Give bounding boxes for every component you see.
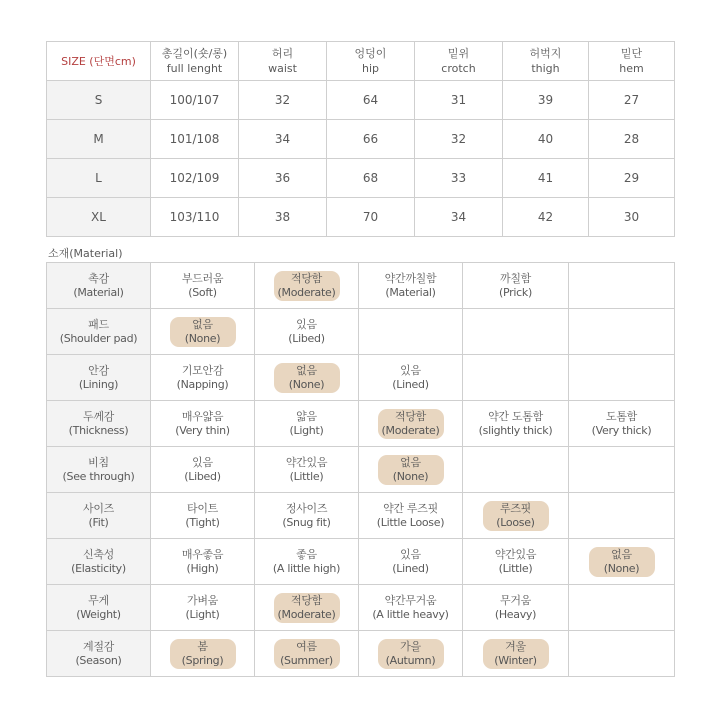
header-label-en: waist <box>268 62 297 75</box>
attribute-label-cell <box>47 355 151 401</box>
option <box>463 410 568 438</box>
option-label-ko: 적당함 <box>395 409 426 423</box>
attribute-label-ko: 사이즈 <box>83 501 114 515</box>
selected-option-badge <box>274 593 340 623</box>
option-cell <box>463 263 569 309</box>
option-cell <box>255 401 359 447</box>
option <box>151 502 254 530</box>
option-label-ko: 가을 <box>400 639 421 653</box>
attribute-label-ko: 패드 <box>88 317 109 331</box>
option-label-en: (None) <box>288 377 325 391</box>
option-label-en: (Moderate) <box>277 285 336 299</box>
option-cell <box>359 355 463 401</box>
option-label-ko: 부드러움 <box>181 271 224 285</box>
option-label-en: (Soft) <box>188 285 217 299</box>
header-label-ko: 밑단 <box>620 47 643 60</box>
option-label-ko: 적당함 <box>291 593 322 607</box>
option-cell <box>255 263 359 309</box>
option-cell <box>255 631 359 677</box>
option-label-ko: 있음 <box>400 363 421 377</box>
option-label-ko: 있음 <box>400 547 421 561</box>
option <box>359 272 462 300</box>
option-label-en: (Tight) <box>185 515 220 529</box>
size-label-cell: M <box>47 120 151 159</box>
option <box>255 410 358 438</box>
option-label-ko: 약간 루즈핏 <box>383 501 438 515</box>
option-label-en: (Lined) <box>392 561 429 575</box>
header-label-ko: 엉덩이 <box>354 47 387 60</box>
material-row <box>47 355 675 401</box>
attribute-label-cell <box>47 447 151 493</box>
option-cell <box>569 585 675 631</box>
header-label-ko: 허벅지 <box>529 47 562 60</box>
attribute-label-cell <box>47 585 151 631</box>
option <box>151 272 254 300</box>
option-cell <box>569 447 675 493</box>
selected-option-badge <box>170 639 236 669</box>
header-label-en: crotch <box>441 62 476 75</box>
selected-option-badge <box>170 317 236 347</box>
option-label-en: (Heavy) <box>494 607 537 621</box>
option-label-en: (Material) <box>385 285 436 299</box>
size-value-cell: 38 <box>239 198 327 237</box>
selected-option-badge <box>378 639 444 669</box>
option-label-ko: 없음 <box>296 363 317 377</box>
attribute-label-en: (Elasticity) <box>71 561 126 575</box>
attribute-label-en: (Lining) <box>78 377 119 391</box>
material-row <box>47 585 675 631</box>
attribute-label-en: (Thickness) <box>68 423 129 437</box>
option-label-ko: 매우좋음 <box>181 547 224 561</box>
attribute-label-ko: 계절감 <box>83 639 114 653</box>
option <box>151 456 254 484</box>
size-header-cell <box>239 42 327 81</box>
option <box>151 548 254 576</box>
option-label-en: (Napping) <box>176 377 229 391</box>
option-label-ko: 봄 <box>197 639 208 653</box>
size-row <box>47 120 675 159</box>
size-header-cell <box>151 42 239 81</box>
selected-option-badge <box>274 363 340 393</box>
option-label-en: (None) <box>392 469 429 483</box>
material-row <box>47 309 675 355</box>
option <box>463 272 568 300</box>
option-label-en: (Very thick) <box>591 423 652 437</box>
option <box>151 594 254 622</box>
option <box>569 410 674 438</box>
option-cell <box>359 263 463 309</box>
option-label-ko: 있음 <box>296 317 317 331</box>
size-value-cell: 31 <box>415 81 503 120</box>
option-cell <box>569 401 675 447</box>
option-label-ko: 적당함 <box>291 271 322 285</box>
option-label-en: (Moderate) <box>277 607 336 621</box>
option-label-en: (Summer) <box>280 653 333 667</box>
size-table <box>46 41 675 237</box>
size-header-cell <box>327 42 415 81</box>
option-cell <box>359 493 463 539</box>
size-value-cell: 36 <box>239 159 327 198</box>
header-label-ko: 밑위 <box>447 47 470 60</box>
attribute-label-cell <box>47 631 151 677</box>
material-row <box>47 539 675 585</box>
option-label-en: (slightly thick) <box>478 423 553 437</box>
size-value-cell: 34 <box>415 198 503 237</box>
option-cell <box>463 631 569 677</box>
header-label-ko: SIZE (단면cm) <box>61 54 136 68</box>
size-header-cell <box>503 42 589 81</box>
option-label-en: (Little) <box>289 469 324 483</box>
option-cell <box>359 447 463 493</box>
option <box>359 548 462 576</box>
size-label-cell: XL <box>47 198 151 237</box>
option-label-en: (Snug fit) <box>282 515 331 529</box>
option-label-ko: 무거움 <box>500 593 531 607</box>
option-cell <box>151 631 255 677</box>
option-label-ko: 약간무거움 <box>384 593 437 607</box>
option-cell <box>569 309 675 355</box>
option-label-ko: 기모안감 <box>181 363 224 377</box>
option-label-en: (Moderate) <box>381 423 440 437</box>
size-value-cell: 102/109 <box>151 159 239 198</box>
header-label-en: full lenght <box>166 62 223 75</box>
size-value-cell: 27 <box>589 81 675 120</box>
option-label-en: (High) <box>186 561 219 575</box>
size-label-cell: L <box>47 159 151 198</box>
option-label-ko: 약간 도톰함 <box>488 409 543 423</box>
option-cell <box>255 355 359 401</box>
attribute-label-cell <box>47 401 151 447</box>
material-row <box>47 493 675 539</box>
size-value-cell: 28 <box>589 120 675 159</box>
material-table <box>46 262 675 677</box>
attribute-label-cell <box>47 493 151 539</box>
option <box>151 364 254 392</box>
option-label-ko: 여름 <box>296 639 317 653</box>
option-cell <box>463 585 569 631</box>
size-value-cell: 42 <box>503 198 589 237</box>
option-cell <box>151 585 255 631</box>
option-cell <box>569 493 675 539</box>
option-label-en: (Spring) <box>181 653 224 667</box>
option-label-ko: 없음 <box>611 547 632 561</box>
option-label-en: (Winter) <box>494 653 537 667</box>
size-label-cell: S <box>47 81 151 120</box>
size-value-cell: 33 <box>415 159 503 198</box>
option-label-en: (Little Loose) <box>376 515 445 529</box>
attribute-label-en: (Weight) <box>76 607 121 621</box>
header-label-en: hem <box>619 62 644 75</box>
option <box>255 318 358 346</box>
option-label-ko: 루즈핏 <box>500 501 531 515</box>
option-label-ko: 있음 <box>192 455 213 469</box>
header-label-ko: 총길이(숏/롱) <box>161 47 228 60</box>
selected-option-badge <box>483 501 549 531</box>
header-label-ko: 허리 <box>271 47 294 60</box>
size-value-cell: 41 <box>503 159 589 198</box>
option-cell <box>255 493 359 539</box>
attribute-label-ko: 두께감 <box>83 409 114 423</box>
attribute-label-en: (Fit) <box>88 515 109 529</box>
size-value-cell: 103/110 <box>151 198 239 237</box>
header-label-en: thigh <box>531 62 560 75</box>
option-label-en: (Little) <box>498 561 533 575</box>
option <box>463 594 568 622</box>
option-cell <box>151 309 255 355</box>
size-header-row <box>47 42 675 81</box>
option-label-en: (Prick) <box>499 285 532 299</box>
option-cell <box>151 493 255 539</box>
selected-option-badge <box>274 271 340 301</box>
option-cell <box>255 447 359 493</box>
selected-option-badge <box>274 639 340 669</box>
size-value-cell: 66 <box>327 120 415 159</box>
attribute-label-ko: 촉감 <box>88 271 109 285</box>
size-value-cell: 32 <box>239 81 327 120</box>
option <box>151 410 254 438</box>
option-cell <box>255 585 359 631</box>
option-label-en: (Lined) <box>392 377 429 391</box>
size-value-cell: 29 <box>589 159 675 198</box>
option-cell <box>151 355 255 401</box>
attribute-label-ko: 비침 <box>88 455 109 469</box>
option-label-ko: 약간있음 <box>285 455 328 469</box>
option <box>359 502 462 530</box>
option-label-ko: 없음 <box>192 317 213 331</box>
option-cell <box>463 493 569 539</box>
option-label-en: (A little heavy) <box>372 607 449 621</box>
material-row <box>47 447 675 493</box>
option-cell <box>151 401 255 447</box>
attribute-label-cell <box>47 309 151 355</box>
option-label-en: (Light) <box>185 607 220 621</box>
option-label-en: (Libed) <box>288 331 325 345</box>
option <box>255 456 358 484</box>
size-value-cell: 68 <box>327 159 415 198</box>
option-label-en: (A little high) <box>272 561 341 575</box>
option-cell <box>569 263 675 309</box>
size-row <box>47 81 675 120</box>
size-value-cell: 30 <box>589 198 675 237</box>
material-caption: 소재(Material) <box>48 247 123 260</box>
option-label-ko: 약간있음 <box>494 547 537 561</box>
option-cell <box>359 309 463 355</box>
option-label-ko: 없음 <box>400 455 421 469</box>
option-label-en: (Light) <box>289 423 324 437</box>
size-value-cell: 70 <box>327 198 415 237</box>
option-cell <box>151 447 255 493</box>
header-label-en: hip <box>361 62 379 75</box>
option <box>359 364 462 392</box>
option-label-en: (None) <box>603 561 640 575</box>
size-header-cell <box>589 42 675 81</box>
option-label-en: (None) <box>184 331 221 345</box>
option-label-en: (Libed) <box>184 469 221 483</box>
size-row <box>47 198 675 237</box>
attribute-label-cell <box>47 263 151 309</box>
option-label-ko: 약간까칠함 <box>384 271 437 285</box>
option-cell <box>463 309 569 355</box>
attribute-label-ko: 안감 <box>88 363 109 377</box>
size-row <box>47 159 675 198</box>
option-cell <box>569 539 675 585</box>
attribute-label-cell <box>47 539 151 585</box>
option-cell <box>359 401 463 447</box>
size-value-cell: 32 <box>415 120 503 159</box>
option-cell <box>255 539 359 585</box>
option-label-ko: 도톰함 <box>606 409 637 423</box>
size-value-cell: 64 <box>327 81 415 120</box>
selected-option-badge <box>378 455 444 485</box>
option <box>359 594 462 622</box>
attribute-label-ko: 무게 <box>88 593 109 607</box>
option-cell <box>359 631 463 677</box>
option-label-ko: 까칠함 <box>500 271 531 285</box>
option-label-ko: 겨울 <box>505 639 526 653</box>
option-label-en: (Very thin) <box>175 423 230 437</box>
size-value-cell: 100/107 <box>151 81 239 120</box>
option-cell <box>359 585 463 631</box>
size-value-cell: 34 <box>239 120 327 159</box>
option-cell <box>463 447 569 493</box>
option-cell <box>569 355 675 401</box>
material-row <box>47 401 675 447</box>
option-cell <box>151 539 255 585</box>
option-label-ko: 타이트 <box>187 501 218 515</box>
attribute-label-en: (Material) <box>73 285 124 299</box>
selected-option-badge <box>378 409 444 439</box>
selected-option-badge <box>589 547 655 577</box>
attribute-label-en: (Season) <box>75 653 122 667</box>
attribute-label-ko: 신축성 <box>83 547 114 561</box>
material-row <box>47 631 675 677</box>
option-cell <box>569 631 675 677</box>
option <box>255 502 358 530</box>
material-row <box>47 263 675 309</box>
option-label-en: (Autumn) <box>385 653 436 667</box>
option-cell <box>151 263 255 309</box>
option-cell <box>255 309 359 355</box>
option <box>463 548 568 576</box>
option-cell <box>463 401 569 447</box>
attribute-label-en: (Shoulder pad) <box>59 331 138 345</box>
size-value-cell: 101/108 <box>151 120 239 159</box>
attribute-label-en: (See through) <box>62 469 135 483</box>
option-cell <box>463 539 569 585</box>
option-label-ko: 좋음 <box>296 547 317 561</box>
option-label-en: (Loose) <box>496 515 535 529</box>
option-cell <box>463 355 569 401</box>
option-label-ko: 얇음 <box>296 409 317 423</box>
size-value-cell: 39 <box>503 81 589 120</box>
option-label-ko: 정사이즈 <box>285 501 328 515</box>
option-label-ko: 가벼움 <box>187 593 218 607</box>
size-corner-cell <box>47 42 151 81</box>
option <box>255 548 358 576</box>
option-label-ko: 매우얇음 <box>181 409 224 423</box>
option-cell <box>359 539 463 585</box>
selected-option-badge <box>483 639 549 669</box>
size-header-cell <box>415 42 503 81</box>
size-value-cell: 40 <box>503 120 589 159</box>
